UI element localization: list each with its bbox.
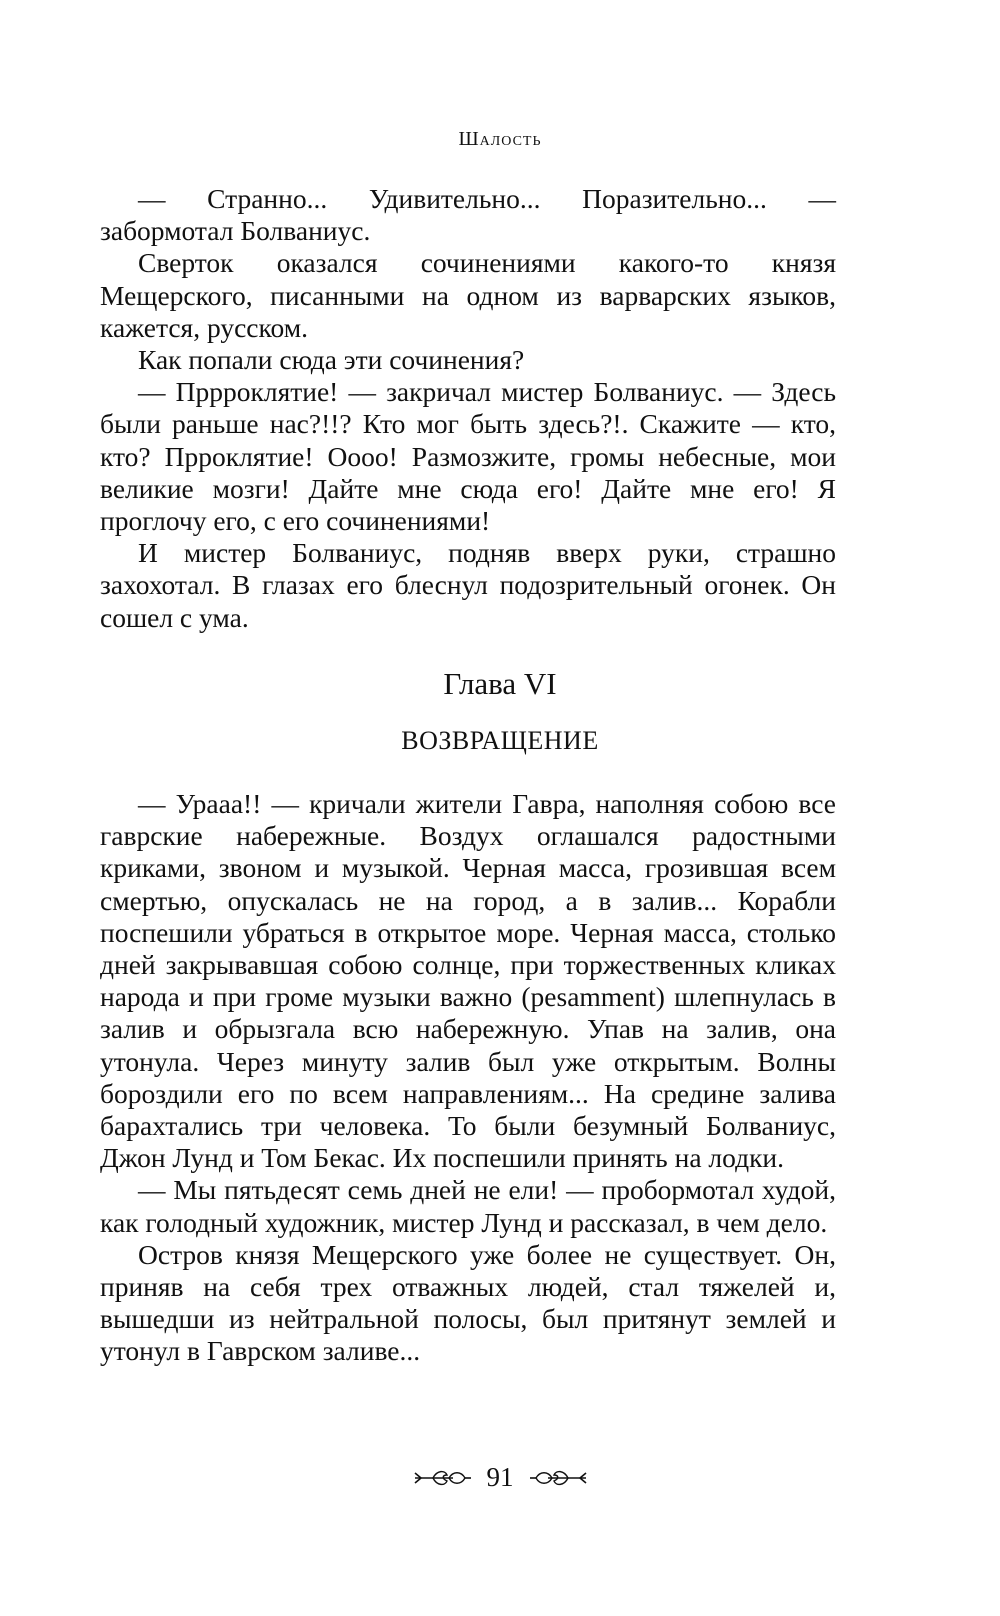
- paragraph: — Пррроклятие! — закричал мистер Болваниус. — Здесь были раньше нас?!!? Кто мог быть здесь?!. Скажите — кто, кто? Прроклятие! Оooo! Размозжите, громы небесные, мои великие мозги! Дайте мне сюда его! Дайте мне его! Я проглочу его, с его сочинениями!: [100, 376, 836, 537]
- text-section-two: [100, 788, 836, 1368]
- paragraph: — Странно... Удивительно... Поразительно... — забормотал Болваниус.: [100, 183, 836, 247]
- text-section-one: [100, 183, 836, 634]
- paragraph: — Мы пятьдесят семь дней не ели! — пробормотал худой, как голодный художник, мистер Лунд и рассказал, в чем дело.: [100, 1174, 836, 1238]
- paragraph: Как попали сюда эти сочинения?: [138, 344, 525, 376]
- paragraph: — Урааа!! — кричали жители Гавра, наполняя собою все гаврские набережные. Воздух оглашался радостными криками, звоном и музыкой. Черная масса, грозившая всем смертью, опускалась не на город, а в залив... Корабли поспешили убраться в открытое море. Черная масса, столько дней закрывавшая собою солнце, при торжественных кликах народа и при громе музыки важно (pesamment) шлепнулась в залив и обрызгала всю набережную. Упав на залив, она утонула. Через минуту залив был уже открытым. Волны бороздили его по всем направлениям... На средине залива барахтались три человека. То были безумный Болваниус, Джон Лунд и Том Бекас. Их поспешили принять на лодки.: [100, 788, 836, 1174]
- page-number: 91: [486, 1462, 514, 1492]
- chapter-subtitle: ВОЗВРАЩЕНИЕ: [401, 726, 599, 755]
- paragraph: Остров князя Мещерского уже более не существует. Он, приняв на себя трех отважных людей, стал тяжелей и, вышедши из нейтральной полосы, был притянут землей и утонул в Гаврском заливе...: [100, 1238, 836, 1367]
- right-fleuron-icon: [528, 1467, 588, 1489]
- paragraph: Сверток оказался сочинениями какого-то князя Мещерского, писанными на одном из варварских языков, кажется, русском.: [100, 247, 836, 343]
- left-fleuron-icon: [413, 1467, 473, 1489]
- running-head: Шалость: [458, 128, 542, 150]
- folio: [0, 1462, 1000, 1493]
- chapter-title: Глава VI: [443, 666, 557, 701]
- paragraph: И мистер Болваниус, подняв вверх руки, страшно захохотал. В глазах его блеснул подозрительный огонек. Он сошел с ума.: [100, 537, 836, 633]
